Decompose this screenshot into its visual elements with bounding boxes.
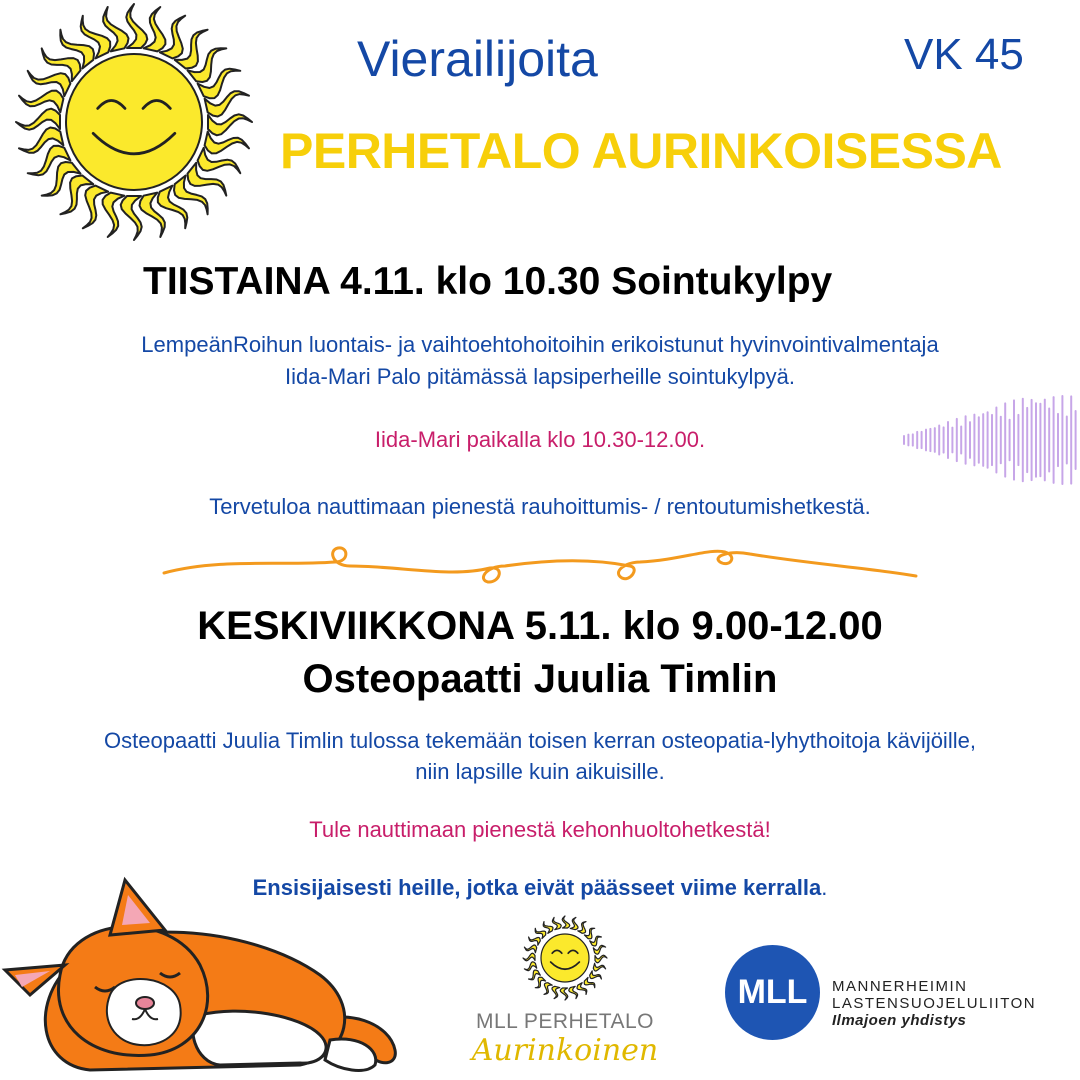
sun-icon (6, 0, 262, 250)
event-1-description-line1: LempeänRoihun luontais- ja vaihtoehtohoitoihin erikoistunut hyvinvointivalmentaja (141, 332, 939, 357)
swirl-divider (160, 538, 920, 588)
mll-line1: MANNERHEIMIN (832, 978, 968, 995)
mll-text-block (832, 978, 1036, 1029)
event-1-closing: Tervetuloa nauttimaan pienestä rauhoittumis- / rentoutumishetkestä. (209, 494, 871, 519)
perhetalo-logo-line2: Aurinkoinen (471, 1033, 659, 1068)
week-label: VK 45 (904, 30, 1024, 79)
subtitle-visitors: Vierailijoita (357, 31, 598, 87)
mll-line3: Ilmajoen yhdistys (832, 1012, 967, 1029)
page-title: PERHETALO AURINKOISESSA (280, 123, 1002, 179)
event-1-heading: TIISTAINA 4.11. klo 10.30 Sointukylpy (143, 260, 833, 303)
event-2-highlight: Tule nauttimaan pienestä kehonhuoltohetkestä! (309, 817, 771, 842)
mll-logo (725, 945, 820, 1040)
event-2-heading-line1: KESKIVIIKKONA 5.11. klo 9.00-12.00 (197, 604, 883, 648)
event-2-priority-text: Ensisijaisesti heille, jotka eivät päässeet viime kerralla (252, 875, 822, 900)
event-1-description-line2: Iida-Mari Palo pitämässä lapsiperheille sointukylpyä. (285, 364, 795, 389)
event-1-highlight: Iida-Mari paikalla klo 10.30-12.00. (374, 427, 706, 452)
sound-wave-icon (900, 390, 1080, 490)
mll-line2: LASTENSUOJELULIITON (832, 995, 1037, 1012)
event-2-heading-line2: Osteopaatti Juulia Timlin (302, 657, 778, 701)
perhetalo-logo-line1: MLL PERHETALO (475, 1010, 655, 1033)
sleeping-cat-illustration (0, 875, 420, 1075)
mll-badge-text: MLL (737, 973, 808, 1011)
event-2-description-line2: niin lapsille kuin aikuisille. (415, 759, 665, 784)
event-2-description-line1: Osteopaatti Juulia Timlin tulossa tekemään toisen kerran osteopatia-lyhythoitoja kävijöille, (104, 728, 976, 753)
event-2-priority-period: . (821, 875, 828, 900)
perhetalo-sun-logo (513, 906, 617, 1010)
